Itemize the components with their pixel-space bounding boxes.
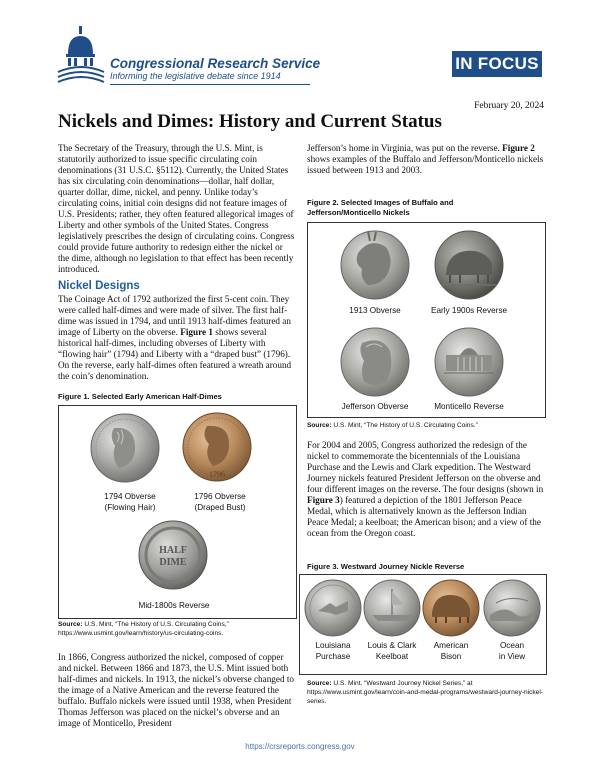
coin-label-1913: 1913 Obverse (349, 306, 401, 315)
coin-date-text: 1796 (209, 470, 225, 479)
figure1-box (58, 405, 297, 619)
para-2004: For 2004 and 2005, Congress authorized the redesign of the nickel to commemorate the bicentennials of the Louisiana Purchase and the Lewis and Clark expedition. The Westward Journey nickels featured President Jefferson on the obverse and four different images on the reverse. The four designs (shown in Figure 3) featured a depiction of the 1801 Jefferson Peace Medal, which is alternatively known as the Jefferson Indian Peace Medal; a keelboat; the American bison; and a view of the ocean from the Oregon coast. (307, 440, 544, 538)
coin-ocean-in-view (484, 580, 540, 636)
intro-paragraph: The Secretary of the Treasury, through the U.S. Mint, is statutorily authorized to issue specific circulating coin denominations (31 U.S.C. §5112). Currently, the United States has six circulating coin denominations—dollar, half dollar, quarter dollar, dime, nickel, and penny. Unlike today’s circulating coins, initial coin designs did not feature images of U.S. Presidents; rather, they often featured allegorical images of Liberty and other symbols of the United States. Congress legislatively prescribes the design of circulating coins. Congress could provide future authority to redesign either the nickel or the dime, although no legislation to that effect has been recently introduced. (58, 143, 295, 274)
coin-keelboat (364, 580, 420, 636)
coin-monticello-reverse (435, 328, 503, 396)
crs-logo (56, 24, 106, 84)
coin-half-text: HALF (159, 545, 187, 556)
coin-mid1800s-reverse (139, 521, 207, 589)
nickel-paragraph (58, 294, 298, 382)
figure2-ref: Figure 2 (502, 143, 535, 153)
in-focus-badge: IN FOCUS (452, 51, 542, 77)
figure2-coins (308, 223, 545, 417)
nickel-text-1: The Coinage Act of 1792 authorized the first 5-cent coin. They were called half-dimes and were made of silver. The first half-dime was issued in 1794, and until 1913 half-dimes featured an image of Liberty on the obverse. (58, 294, 291, 337)
section-heading: Nickel Designs (58, 280, 140, 292)
coin-label-keelboat: Louis & Clark Keelboat (367, 641, 417, 661)
coin-1794-obverse (91, 414, 159, 482)
report-date: February 20, 2024 (474, 101, 544, 111)
column-right: Jefferson’s home in Virginia, was put on the reverse. Figure 2 shows examples of the Buffalo and Jefferson/Monticello nickels issued between 1913 and 2003. (307, 143, 544, 175)
figure3-caption: Figure 3. Westward Journey Nickle Reverse (307, 562, 465, 571)
coin-label-jefferson: Jefferson Obverse (341, 402, 409, 411)
coin-label-monticello: Monticello Reverse (434, 402, 504, 411)
coin-label-1796: 1796 Obverse (Draped Bust) (194, 492, 246, 512)
coin-1913-obverse (341, 231, 409, 299)
coin-dime-text: DIME (159, 557, 187, 568)
org-name: Congressional Research Service (110, 56, 321, 71)
coin-american-bison (423, 580, 479, 636)
figure2-source: Source: U.S. Mint, “The History of U.S. Circulating Coins.” (307, 422, 478, 429)
figure2-box (307, 222, 546, 418)
coin-label-ocean: Ocean in View (498, 641, 526, 661)
figure1-ref: Figure 1 (180, 327, 213, 337)
coin-label-early1900s: Early 1900s Reverse (431, 306, 507, 315)
figure3-box (299, 574, 547, 675)
coin-label-bison: American Bison (433, 641, 469, 661)
page-title: Nickels and Dimes: History and Current Status (58, 111, 442, 132)
header-rule (110, 84, 310, 85)
figure3-ref: Figure 3 (307, 495, 340, 505)
coin-label-mid1800s: Mid-1800s Reverse (138, 601, 210, 610)
figure3-source: Source: U.S. Mint. “Westward Journey Nickel Series,” at https://www.usmint.gov/learn/coin-and-medal-programs/westward-journey-nickel-series. (307, 680, 543, 705)
capitol-dome-icon (56, 24, 106, 84)
coin-1796-obverse (183, 413, 251, 481)
org-tagline: Informing the legislative debate since 1914 (110, 71, 281, 81)
coin-label-louisiana: Louisiana Purchase (315, 641, 351, 661)
nickel-text-2: shows several historical half-dimes, including obverses of Liberty with “flowing hair” (1794) and Liberty with a “draped bust” (1796). On the reverse, early half-dimes often featured a wreath around the coin’s denomination. (58, 327, 292, 381)
coin-jefferson-obverse (341, 328, 409, 396)
figure1-caption: Figure 1. Selected Early American Half-Dimes (58, 392, 222, 401)
footer-url[interactable]: https://crsreports.congress.gov (245, 742, 355, 751)
coin-label-1794: 1794 Obverse (Flowing Hair) (104, 492, 156, 512)
figure2-caption: Figure 2. Selected Images of Buffalo and Jefferson/Monticello Nickels (307, 198, 454, 217)
coin-early1900s-reverse (435, 231, 503, 299)
column-left (58, 143, 296, 275)
coin-louisiana-purchase (305, 580, 361, 636)
para-1866: In 1866, Congress authorized the nickel, composed of copper and nickel. Between 1866 and 1873, the U.S. Mint issued both half-dimes and nickels. In 1913, the nickel’s obverse changed to the image of a Native American and the reverse featured the buffalo. Buffalo nickels were issued until 1938, when President Thomas Jefferson was placed on the nickel’s obverse and an image of Monticello, President (58, 652, 294, 728)
figure1-source: Source: U.S. Mint, “The History of U.S. Circulating Coins,” https://www.usmint.gov/learn/history/us-circulating-coins. (58, 621, 229, 637)
